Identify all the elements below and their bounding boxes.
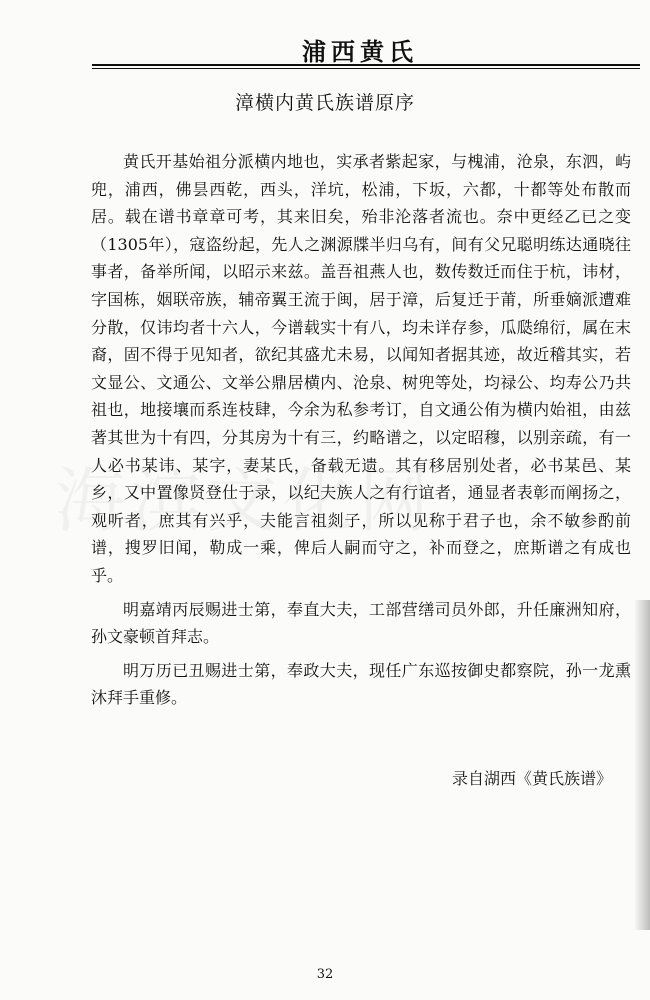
body-text xyxy=(91,148,631,718)
source-note: 录自湖西《黄氏族谱》 xyxy=(451,769,612,788)
running-header xyxy=(92,30,640,66)
document-title: 漳横内黄氏族谱原序 xyxy=(234,92,415,114)
paragraph-signature-2: 明万历已丑赐进士第，奉政大夫，现任广东巡按御史都察院，孙一龙熏沐拜手重修。 xyxy=(91,660,631,708)
header-rule xyxy=(92,64,640,66)
scan-edge-shadow xyxy=(634,600,650,930)
paragraph-signature-1: 明嘉靖丙辰赐进士第，奉直大夫，工部营缮司员外郎，升任廉洲知府，孙文豪顿首拜志。 xyxy=(91,599,631,647)
page-number: 32 xyxy=(316,967,334,982)
header-title: 浦西黄氏 xyxy=(302,38,418,66)
header-rule-thin xyxy=(92,68,640,69)
paragraph-preface: 黄氏开基始祖分派横内地也，实承者紫起家，与槐浦，沧泉，东泗，屿兜，浦西，佛昙西乾，西头，洋坑，松浦，下坂，六都，十都等处布散而居。载在谱书章章可考，其来旧矣，殆非沦落者流也。奈中更经乙已之变（1305年），寇盗纷起，先人之渊源牒半归乌有，间有父兄聪明练达通晓往事者，备举所闻，以昭示来兹。盖吾祖燕人也，数传数迁而住于杭，讳材，字国栋，姻联帝族，辅帝翼王流于闽，居于漳，后复迁于莆，所垂嫡派遭难分散，仅讳均者十六人，今谱载实十有八，均未详存参，瓜瓞绵衍，属在末裔，固不得于见知者，欲纪其盛尤未易，以闻知者据其迹，故近稽其实，若文显公、文通公、文举公鼎居横内、沧泉、树兜等处，均禄公、均寿公乃共祖也，地接壤而系连枝肆，今余为私参考订，自文通公侑为横内始祖，由兹著其世为十有四，分其房为十有三，约略谱之，以定昭穆，以别亲疏，有一人必书某讳、某字，妻某氏，备载无遗。其有移居别处者，必书某邑、某乡，又中置像贤登仕于录，以纪夫族人之有行谊者，通显者表彰而阐扬之，观听者，庶其有兴乎，夫能言祖剡子，所以见称于君子也，余不敏参酌前谱，搜罗旧闻，勒成一乘，俾后人嗣而守之，补而登之，庶斯谱之有成也乎。 xyxy=(91,152,631,585)
